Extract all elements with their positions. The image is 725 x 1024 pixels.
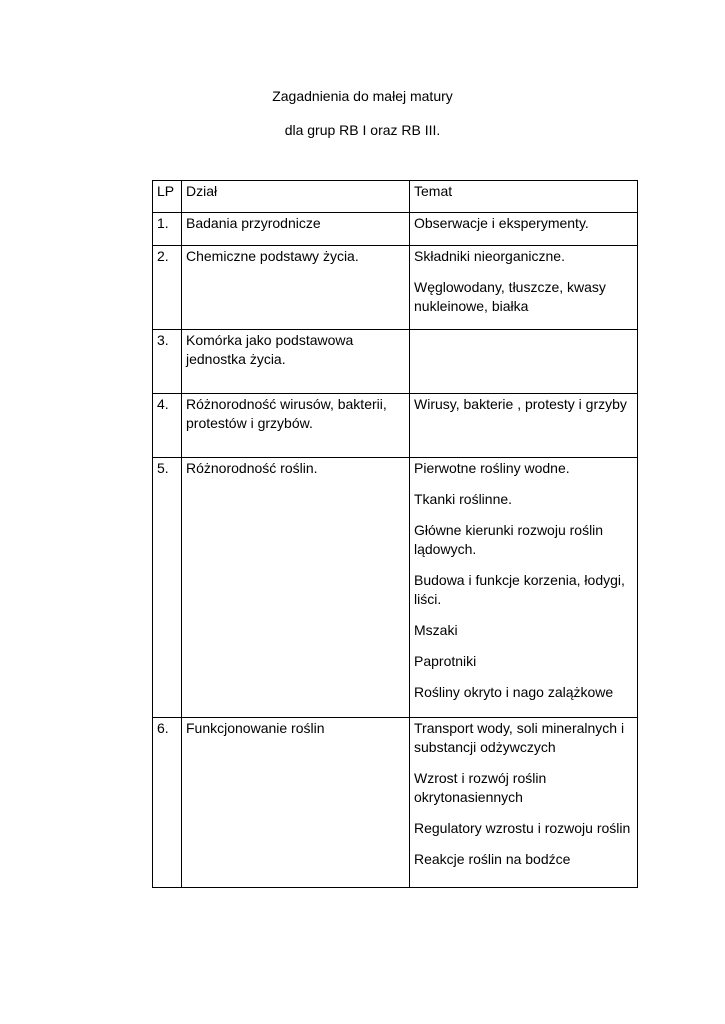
cell-lp: 5.: [153, 458, 182, 718]
table-row: [153, 458, 638, 718]
cell-lp: 3.: [153, 330, 182, 394]
cell-temat: [410, 718, 638, 888]
temat-line: Główne kierunki rozwoju roślin: [414, 522, 604, 538]
temat-line: Wzrost i rozwój roślin: [414, 770, 547, 786]
dzial-line: Badania przyrodnicze: [186, 215, 321, 231]
dzial-line: Chemiczne podstawy życia.: [186, 248, 359, 264]
temat-line: Mszaki: [414, 622, 458, 638]
table-row: [153, 246, 638, 330]
temat-item: [414, 571, 633, 609]
temat-line: Budowa i funkcje korzenia, łodygi,: [414, 572, 625, 588]
temat-item: [414, 850, 633, 869]
cell-temat: [410, 330, 638, 394]
temat-item: [414, 819, 633, 838]
temat-line: Regulatory wzrostu i rozwoju roślin: [414, 820, 631, 836]
topics-table: [152, 180, 638, 888]
dzial-line: Funkcjonowanie roślin: [186, 720, 325, 736]
cell-dzial: [182, 394, 410, 458]
temat-item: [414, 521, 633, 559]
temat-item: [414, 214, 633, 233]
temat-line: liści.: [414, 591, 442, 607]
temat-item: [414, 652, 633, 671]
temat-item: [414, 490, 633, 509]
table-header-row: [153, 181, 638, 213]
cell-lp: 1.: [153, 213, 182, 246]
temat-line: Transport wody, soli mineralnych i: [414, 720, 625, 736]
temat-line: Reakcje roślin na bodźce: [414, 851, 571, 867]
temat-item: [414, 769, 633, 807]
temat-item: [414, 719, 633, 757]
dzial-line: Różnorodność roślin.: [186, 460, 318, 476]
header-lp: LP: [153, 181, 182, 213]
temat-line: Pierwotne rośliny wodne.: [414, 460, 570, 476]
cell-dzial: [182, 458, 410, 718]
temat-line: Składniki nieorganiczne.: [414, 248, 565, 264]
dzial-line: protestów i grzybów.: [186, 415, 313, 431]
cell-lp: 4.: [153, 394, 182, 458]
table-row: [153, 330, 638, 394]
table-row: [153, 394, 638, 458]
header-dzial: Dział: [182, 181, 410, 213]
temat-line: okrytonasiennych: [414, 789, 523, 805]
temat-item: [414, 247, 633, 266]
temat-line: Rośliny okryto i nago zalążkowe: [414, 684, 614, 700]
cell-lp: 6.: [153, 718, 182, 888]
cell-dzial: [182, 246, 410, 330]
temat-item: [414, 395, 633, 414]
cell-temat: [410, 213, 638, 246]
document-title: Zagadnienia do małej matury: [272, 88, 453, 104]
temat-line: Wirusy, bakterie , protesty i grzyby: [414, 396, 627, 412]
table-row: [153, 213, 638, 246]
cell-dzial: [182, 718, 410, 888]
temat-line: Obserwacje i eksperymenty.: [414, 215, 589, 231]
temat-line: nukleinowe, białka: [414, 298, 529, 314]
cell-temat: [410, 246, 638, 330]
temat-item: [414, 278, 633, 316]
table-row: [153, 718, 638, 888]
cell-lp: 2.: [153, 246, 182, 330]
document-subtitle: dla grup RB I oraz RB III.: [284, 122, 441, 138]
temat-item: [414, 621, 633, 640]
dzial-line: Różnorodność wirusów, bakterii,: [186, 396, 387, 412]
temat-line: Paprotniki: [414, 653, 477, 669]
temat-line: Węglowodany, tłuszcze, kwasy: [414, 279, 606, 295]
temat-line: lądowych.: [414, 541, 477, 557]
cell-dzial: [182, 213, 410, 246]
cell-temat: [410, 394, 638, 458]
dzial-line: jednostka życia.: [186, 351, 286, 367]
temat-item: [414, 459, 633, 478]
cell-temat: [410, 458, 638, 718]
dzial-line: Komórka jako podstawowa: [186, 332, 354, 348]
cell-dzial: [182, 330, 410, 394]
temat-line: substancji odżywczych: [414, 739, 556, 755]
header-temat: Temat: [410, 181, 638, 213]
temat-item: [414, 683, 633, 702]
temat-line: Tkanki roślinne.: [414, 491, 513, 507]
